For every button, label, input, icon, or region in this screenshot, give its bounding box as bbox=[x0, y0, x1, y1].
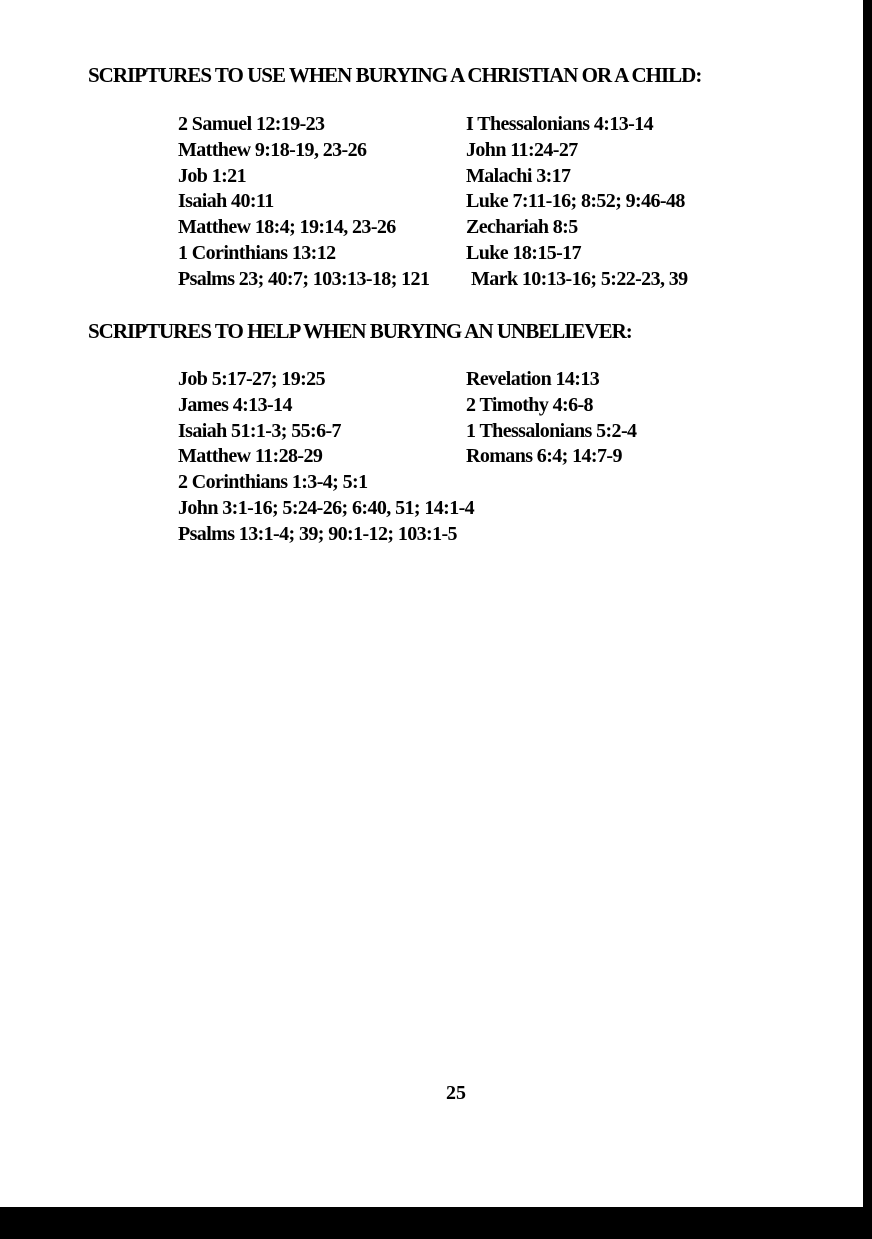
scripture-reference: I Thessalonians 4:13-14 bbox=[466, 113, 653, 135]
scripture-reference: Malachi 3:17 bbox=[466, 164, 571, 187]
scripture-reference: Job 1:21 bbox=[178, 164, 246, 187]
page-number: 25 bbox=[446, 1082, 466, 1104]
scripture-reference: Isaiah 51:1-3; 55:6-7 bbox=[178, 419, 341, 442]
scripture-reference: James 4:13-14 bbox=[178, 393, 292, 416]
scripture-reference: Luke 7:11-16; 8:52; 9:46-48 bbox=[466, 190, 685, 213]
scripture-reference: 2 Corinthians 1:3-4; 5:1 bbox=[178, 471, 368, 494]
scripture-reference: Mark 10:13-16; 5:22-23, 39 bbox=[471, 267, 688, 290]
scripture-reference: John 11:24-27 bbox=[466, 138, 578, 161]
section-heading-unbeliever: SCRIPTURES TO HELP WHEN BURYING AN UNBELIEVER: bbox=[88, 319, 632, 343]
scripture-reference: Isaiah 40:11 bbox=[178, 190, 274, 213]
section-heading-christian: SCRIPTURES TO USE WHEN BURYING A CHRISTIAN OR A CHILD: bbox=[88, 63, 702, 87]
scripture-reference: Matthew 9:18-19, 23-26 bbox=[178, 138, 367, 161]
scripture-reference: Job 5:17-27; 19:25 bbox=[178, 368, 325, 390]
scripture-list-unbeliever-left bbox=[178, 367, 474, 548]
scripture-list-unbeliever-right bbox=[466, 367, 636, 470]
scripture-reference: Romans 6:4; 14:7-9 bbox=[466, 445, 622, 468]
scripture-reference: 1 Corinthians 13:12 bbox=[178, 241, 336, 264]
scripture-reference: Psalms 13:1-4; 39; 90:1-12; 103:1-5 bbox=[178, 522, 457, 545]
scripture-reference: Matthew 11:28-29 bbox=[178, 445, 323, 468]
scripture-reference: 1 Thessalonians 5:2-4 bbox=[466, 419, 637, 442]
scripture-list-christian-right bbox=[466, 112, 688, 293]
scripture-reference: Psalms 23; 40:7; 103:13-18; 121 bbox=[178, 267, 430, 290]
scripture-reference: Zechariah 8:5 bbox=[466, 216, 578, 239]
scripture-reference: Matthew 18:4; 19:14, 23-26 bbox=[178, 216, 396, 239]
scripture-reference: 2 Samuel 12:19-23 bbox=[178, 113, 325, 135]
scripture-reference: John 3:1-16; 5:24-26; 6:40, 51; 14:1-4 bbox=[178, 496, 475, 519]
scripture-list-christian-left bbox=[178, 112, 429, 293]
scripture-reference: 2 Timothy 4:6-8 bbox=[466, 393, 593, 416]
scripture-reference: Luke 18:15-17 bbox=[466, 241, 581, 264]
scripture-reference: Revelation 14:13 bbox=[466, 368, 600, 390]
